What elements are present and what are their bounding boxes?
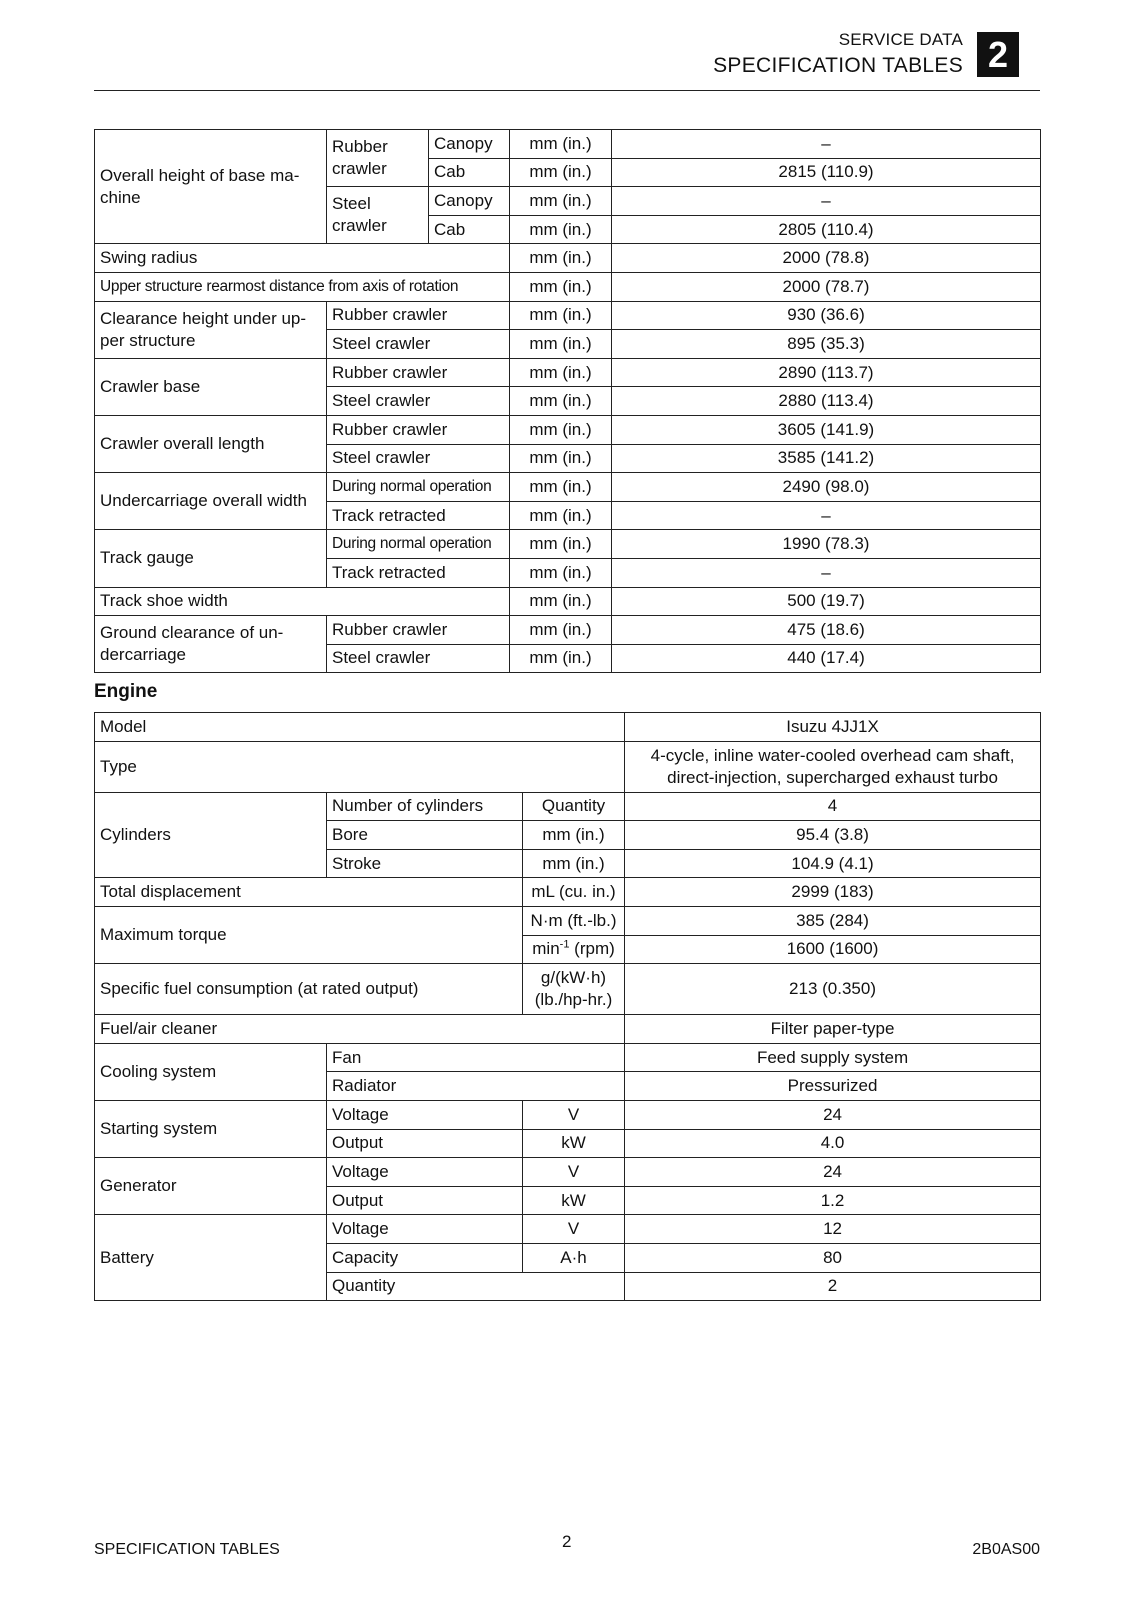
unit-cell: mm (in.) <box>510 587 612 616</box>
value-cell: 385 (284) <box>625 906 1041 935</box>
voltage-label: Voltage <box>327 1100 523 1129</box>
value-cell: 500 (19.7) <box>612 587 1041 616</box>
cab-label: Cab <box>429 215 510 244</box>
unit-cell: mm (in.) <box>510 158 612 187</box>
steel-crawler-label: Steel crawler <box>327 330 510 359</box>
cylinders-label: Cylinders <box>95 792 327 878</box>
table-row <box>95 792 1041 821</box>
value-cell <box>625 741 1041 792</box>
value-cell: 895 (35.3) <box>612 330 1041 359</box>
track-retracted-label: Track retracted <box>327 558 510 587</box>
crawler-length-label: Crawler overall length <box>95 415 327 472</box>
cab-label: Cab <box>429 158 510 187</box>
rearmost-distance-label: Upper structure rearmost distance from axis of rotation <box>95 272 510 301</box>
unit-cell: mm (in.) <box>510 330 612 359</box>
rubber-crawler-label: Rubber crawler <box>327 616 510 645</box>
table-row <box>95 616 1041 645</box>
table-row <box>95 130 1041 159</box>
page-number: 2 <box>562 1532 572 1551</box>
value-cell: 2890 (113.7) <box>612 358 1041 387</box>
value-cell: 2490 (98.0) <box>612 473 1041 502</box>
track-shoe-width-label: Track shoe width <box>95 587 510 616</box>
fuel-consumption-label: Specific fuel consumption (at rated output) <box>95 964 523 1015</box>
voltage-label: Voltage <box>327 1215 523 1244</box>
table-row <box>95 473 1041 502</box>
header-section: SERVICE DATA <box>838 30 963 49</box>
unit-cell: mm (in.) <box>510 301 612 330</box>
unit-cell: mm (in.) <box>510 272 612 301</box>
table-row <box>95 906 1041 935</box>
value-cell: – <box>612 501 1041 530</box>
steel-crawler-label: Steel crawler <box>327 187 429 244</box>
table-row <box>95 272 1041 301</box>
value-cell: 4.0 <box>625 1129 1041 1158</box>
unit-cell: mm (in.) <box>510 473 612 502</box>
maximum-torque-label: Maximum torque <box>95 906 523 963</box>
value-cell: – <box>612 187 1041 216</box>
rubber-crawler-label: Rubber crawler <box>327 301 510 330</box>
unit-cell: mm (in.) <box>510 530 612 559</box>
swing-radius-label: Swing radius <box>95 244 510 273</box>
output-label: Output <box>327 1129 523 1158</box>
value-cell: 1600 (1600) <box>625 935 1041 964</box>
unit-tail: (rpm) <box>569 939 615 959</box>
engine-heading: Engine <box>94 681 158 702</box>
unit-cell: mm (in.) <box>510 244 612 273</box>
value-cell: 2000 (78.8) <box>612 244 1041 273</box>
unit-line: g/(kW·h) <box>540 968 607 988</box>
unit-cell: V <box>523 1100 625 1129</box>
cooling-system-label: Cooling system <box>95 1043 327 1100</box>
unit-cell: mm (in.) <box>510 501 612 530</box>
engine-table <box>94 712 1041 1301</box>
unit-cell: mm (in.) <box>510 387 612 416</box>
value-cell: – <box>612 130 1041 159</box>
normal-operation-label: During normal operation <box>327 530 510 559</box>
unit-cell: mL (cu. in.) <box>523 878 625 907</box>
type-value-line: 4-cycle, inline water-cooled overhead cam shaft, <box>650 745 1015 765</box>
value-cell: 12 <box>625 1215 1041 1244</box>
unit-superscript: -1 <box>559 938 570 951</box>
steel-crawler-label: Steel crawler <box>327 387 510 416</box>
number-of-cylinders-label: Number of cylinders <box>327 792 523 821</box>
value-cell: 475 (18.6) <box>612 616 1041 645</box>
table-row <box>95 415 1041 444</box>
value-cell: Feed supply system <box>625 1043 1041 1072</box>
unit-cell: V <box>523 1215 625 1244</box>
table-row <box>95 1158 1041 1187</box>
value-cell: 24 <box>625 1100 1041 1129</box>
chapter-badge: 2 <box>977 32 1019 77</box>
table-row <box>95 1015 1041 1044</box>
value-cell: 4 <box>625 792 1041 821</box>
value-cell: 440 (17.4) <box>612 644 1041 673</box>
value-cell: 104.9 (4.1) <box>625 849 1041 878</box>
unit-cell: N·m (ft.-lb.) <box>523 906 625 935</box>
table-row <box>95 301 1041 330</box>
unit-cell: mm (in.) <box>510 187 612 216</box>
canopy-label: Canopy <box>429 187 510 216</box>
unit-cell <box>523 964 625 1015</box>
unit-cell: mm (in.) <box>510 616 612 645</box>
fan-label: Fan <box>327 1043 625 1072</box>
clearance-height-label: Clearance height under up-per structure <box>95 301 327 358</box>
value-cell: 2000 (78.7) <box>612 272 1041 301</box>
header-divider <box>94 90 1040 91</box>
table-row <box>95 530 1041 559</box>
table-row <box>95 741 1041 792</box>
model-label: Model <box>95 713 625 742</box>
unit-cell: mm (in.) <box>510 415 612 444</box>
unit-cell: mm (in.) <box>510 558 612 587</box>
radiator-label: Radiator <box>327 1072 625 1101</box>
unit-cell: kW <box>523 1186 625 1215</box>
value-cell: 2999 (183) <box>625 878 1041 907</box>
table-row <box>95 358 1041 387</box>
track-retracted-label: Track retracted <box>327 501 510 530</box>
bore-label: Bore <box>327 821 523 850</box>
value-cell: 95.4 (3.8) <box>625 821 1041 850</box>
value-cell: 2880 (113.4) <box>612 387 1041 416</box>
value-cell: 2805 (110.4) <box>612 215 1041 244</box>
table-row <box>95 878 1041 907</box>
dimensions-table <box>94 129 1041 673</box>
steel-crawler-label: Steel crawler <box>327 444 510 473</box>
value-cell: 2 <box>625 1272 1041 1301</box>
value-cell: 1.2 <box>625 1186 1041 1215</box>
value-cell: Isuzu 4JJ1X <box>625 713 1041 742</box>
type-value-line: direct-injection, supercharged exhaust turbo <box>667 767 998 787</box>
table-row <box>95 1100 1041 1129</box>
unit-cell: mm (in.) <box>523 849 625 878</box>
overall-height-label: Overall height of base ma-chine <box>95 130 327 244</box>
table-row <box>95 713 1041 742</box>
value-cell: – <box>612 558 1041 587</box>
canopy-label: Canopy <box>429 130 510 159</box>
rubber-crawler-label: Rubber crawler <box>327 415 510 444</box>
generator-label: Generator <box>95 1158 327 1215</box>
table-row <box>95 587 1041 616</box>
type-label: Type <box>95 741 625 792</box>
rubber-crawler-label: Rubber crawler <box>327 130 429 187</box>
unit-cell: kW <box>523 1129 625 1158</box>
value-cell: 213 (0.350) <box>625 964 1041 1015</box>
steel-crawler-label: Steel crawler <box>327 644 510 673</box>
stroke-label: Stroke <box>327 849 523 878</box>
unit-line: (lb./hp-hr.) <box>534 990 613 1010</box>
quantity-label: Quantity <box>327 1272 625 1301</box>
battery-label: Battery <box>95 1215 327 1301</box>
capacity-label: Capacity <box>327 1243 523 1272</box>
unit-cell: A·h <box>523 1243 625 1272</box>
unit-cell: V <box>523 1158 625 1187</box>
unit-cell: mm (in.) <box>510 644 612 673</box>
value-cell: Pressurized <box>625 1072 1041 1101</box>
normal-operation-label: During normal operation <box>327 473 510 502</box>
air-cleaner-label: Fuel/air cleaner <box>95 1015 625 1044</box>
table-row <box>95 964 1041 1015</box>
unit-cell: mm (in.) <box>510 358 612 387</box>
value-cell: 3605 (141.9) <box>612 415 1041 444</box>
value-cell: 2815 (110.9) <box>612 158 1041 187</box>
value-cell: 24 <box>625 1158 1041 1187</box>
table-row <box>95 1043 1041 1072</box>
unit-cell: mm (in.) <box>510 130 612 159</box>
undercarriage-width-label: Undercarriage overall width <box>95 473 327 530</box>
voltage-label: Voltage <box>327 1158 523 1187</box>
unit-cell <box>523 935 625 964</box>
crawler-base-label: Crawler base <box>95 358 327 415</box>
unit-cell: mm (in.) <box>523 821 625 850</box>
total-displacement-label: Total displacement <box>95 878 523 907</box>
value-cell: 3585 (141.2) <box>612 444 1041 473</box>
value-cell: 930 (36.6) <box>612 301 1041 330</box>
table-row <box>95 244 1041 273</box>
starting-system-label: Starting system <box>95 1100 327 1157</box>
value-cell: 80 <box>625 1243 1041 1272</box>
value-cell: Filter paper-type <box>625 1015 1041 1044</box>
rubber-crawler-label: Rubber crawler <box>327 358 510 387</box>
unit-cell: mm (in.) <box>510 444 612 473</box>
table-row <box>95 1215 1041 1244</box>
document-code: 2B0AS00 <box>972 1541 1040 1558</box>
unit-cell: mm (in.) <box>510 215 612 244</box>
value-cell: 1990 (78.3) <box>612 530 1041 559</box>
unit-cell: Quantity <box>523 792 625 821</box>
ground-clearance-label: Ground clearance of un-dercarriage <box>95 616 327 673</box>
header-title: SPECIFICATION TABLES <box>713 54 963 77</box>
footer-title: SPECIFICATION TABLES <box>94 1541 280 1558</box>
track-gauge-label: Track gauge <box>95 530 327 587</box>
unit-base: min <box>532 939 560 959</box>
output-label: Output <box>327 1186 523 1215</box>
